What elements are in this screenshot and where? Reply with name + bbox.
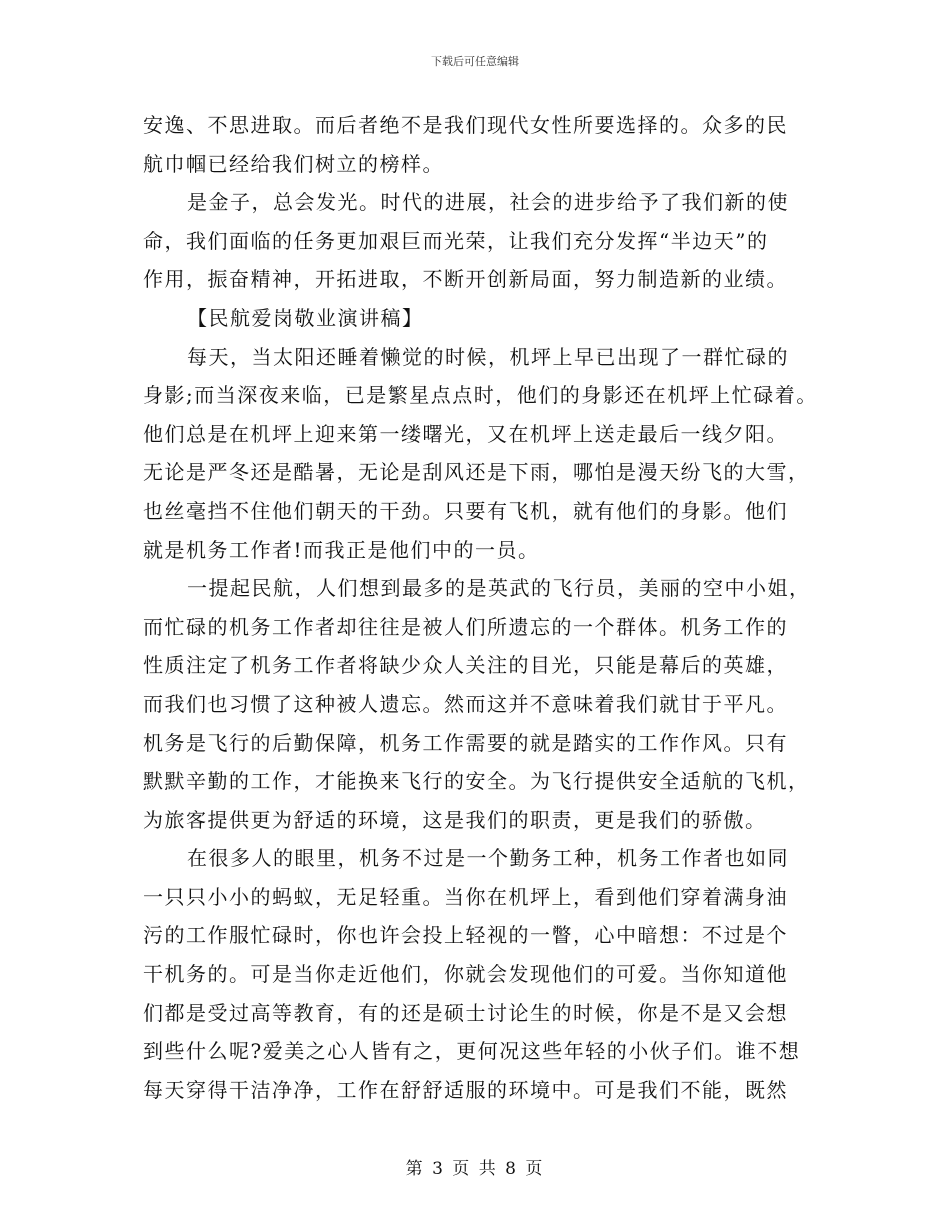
text-line: 作用，振奋精神，开拓进取，不断开创新局面，努力制造新的业绩。 [143,267,788,292]
text-line: 也丝毫挡不住他们朝天的干劲。只要有飞机，就有他们的身影。他们 [143,498,788,523]
section-heading: 【民航爱岗敬业演讲稿】 [187,305,424,330]
paragraph-start: 在很多人的眼里，机务不过是一个勤务工种，机务工作者也如同 [187,846,789,871]
text-line: 性质注定了机务工作者将缺少众人关注的目光，只能是幕后的英雄， [143,653,788,678]
text-line: 身影;而当深夜来临，已是繁星点点时，他们的身影还在机坪上忙碌着。 [143,383,818,408]
page-header: 下载后可任意编辑 [431,55,519,68]
text-line: 一只只小小的蚂蚁，无足轻重。当你在机坪上，看到他们穿着满身油 [143,884,788,909]
paragraph-start: 一提起民航，人们想到最多的是英武的飞行员，美丽的空中小姐， [187,576,811,601]
paragraph-start: 是金子，总会发光。时代的进展，社会的进步给予了我们新的使 [187,190,789,215]
text-line: 机务是飞行的后勤保障，机务工作需要的就是踏实的工作作风。只有 [143,730,788,755]
text-line: 他们总是在机坪上迎来第一缕曙光，又在机坪上送走最后一线夕阳。 [143,421,788,446]
text-line: 就是机务工作者!而我正是他们中的一员。 [143,537,540,562]
text-line: 默默辛勤的工作，才能换来飞行的安全。为飞行提供安全适航的飞机， [143,769,810,794]
text-line: 安逸、不思进取。而后者绝不是我们现代女性所要选择的。众多的民 [143,113,788,137]
text-line: 每天穿得干洁净净，工作在舒舒适服的环境中。可是我们不能，既然 [143,1077,788,1102]
text-line: 污的工作服忙碌时，你也许会投上轻视的一瞥，心中暗想：不过是个 [143,923,788,948]
paragraph-start: 每天，当太阳还睡着懒觉的时候，机坪上早已出现了一群忙碌的 [187,344,789,369]
text-line: 为旅客提供更为舒适的环境，这是我们的职责，更是我们的骄傲。 [143,807,767,832]
text-line: 航巾帼已经给我们树立的榜样。 [143,151,444,176]
text-line: 而忙碌的机务工作者却往往是被人们所遗忘的一个群体。机务工作的 [143,614,788,639]
text-line: 们都是受过高等教育，有的还是硕士讨论生的时候，你是不是又会想 [143,1000,788,1025]
text-line: 无论是严冬还是酷暑，无论是刮风还是下雨，哪怕是漫天纷飞的大雪， [143,460,810,485]
page-footer: 第 3 页 共 8 页 [405,1159,545,1179]
text-line: 到些什么呢?爱美之心人皆有之，更何况这些年轻的小伙子们。谁不想 [143,1039,801,1064]
text-line: 而我们也习惯了这种被人遗忘。然而这并不意味着我们就甘于平凡。 [143,691,788,716]
text-line: 干机务的。可是当你走近他们，你就会发现他们的可爱。当你知道他 [143,962,788,987]
text-line: 命，我们面临的任务更加艰巨而光荣，让我们充分发挥“半边天”的 [143,228,769,253]
document-body [143,106,823,1109]
